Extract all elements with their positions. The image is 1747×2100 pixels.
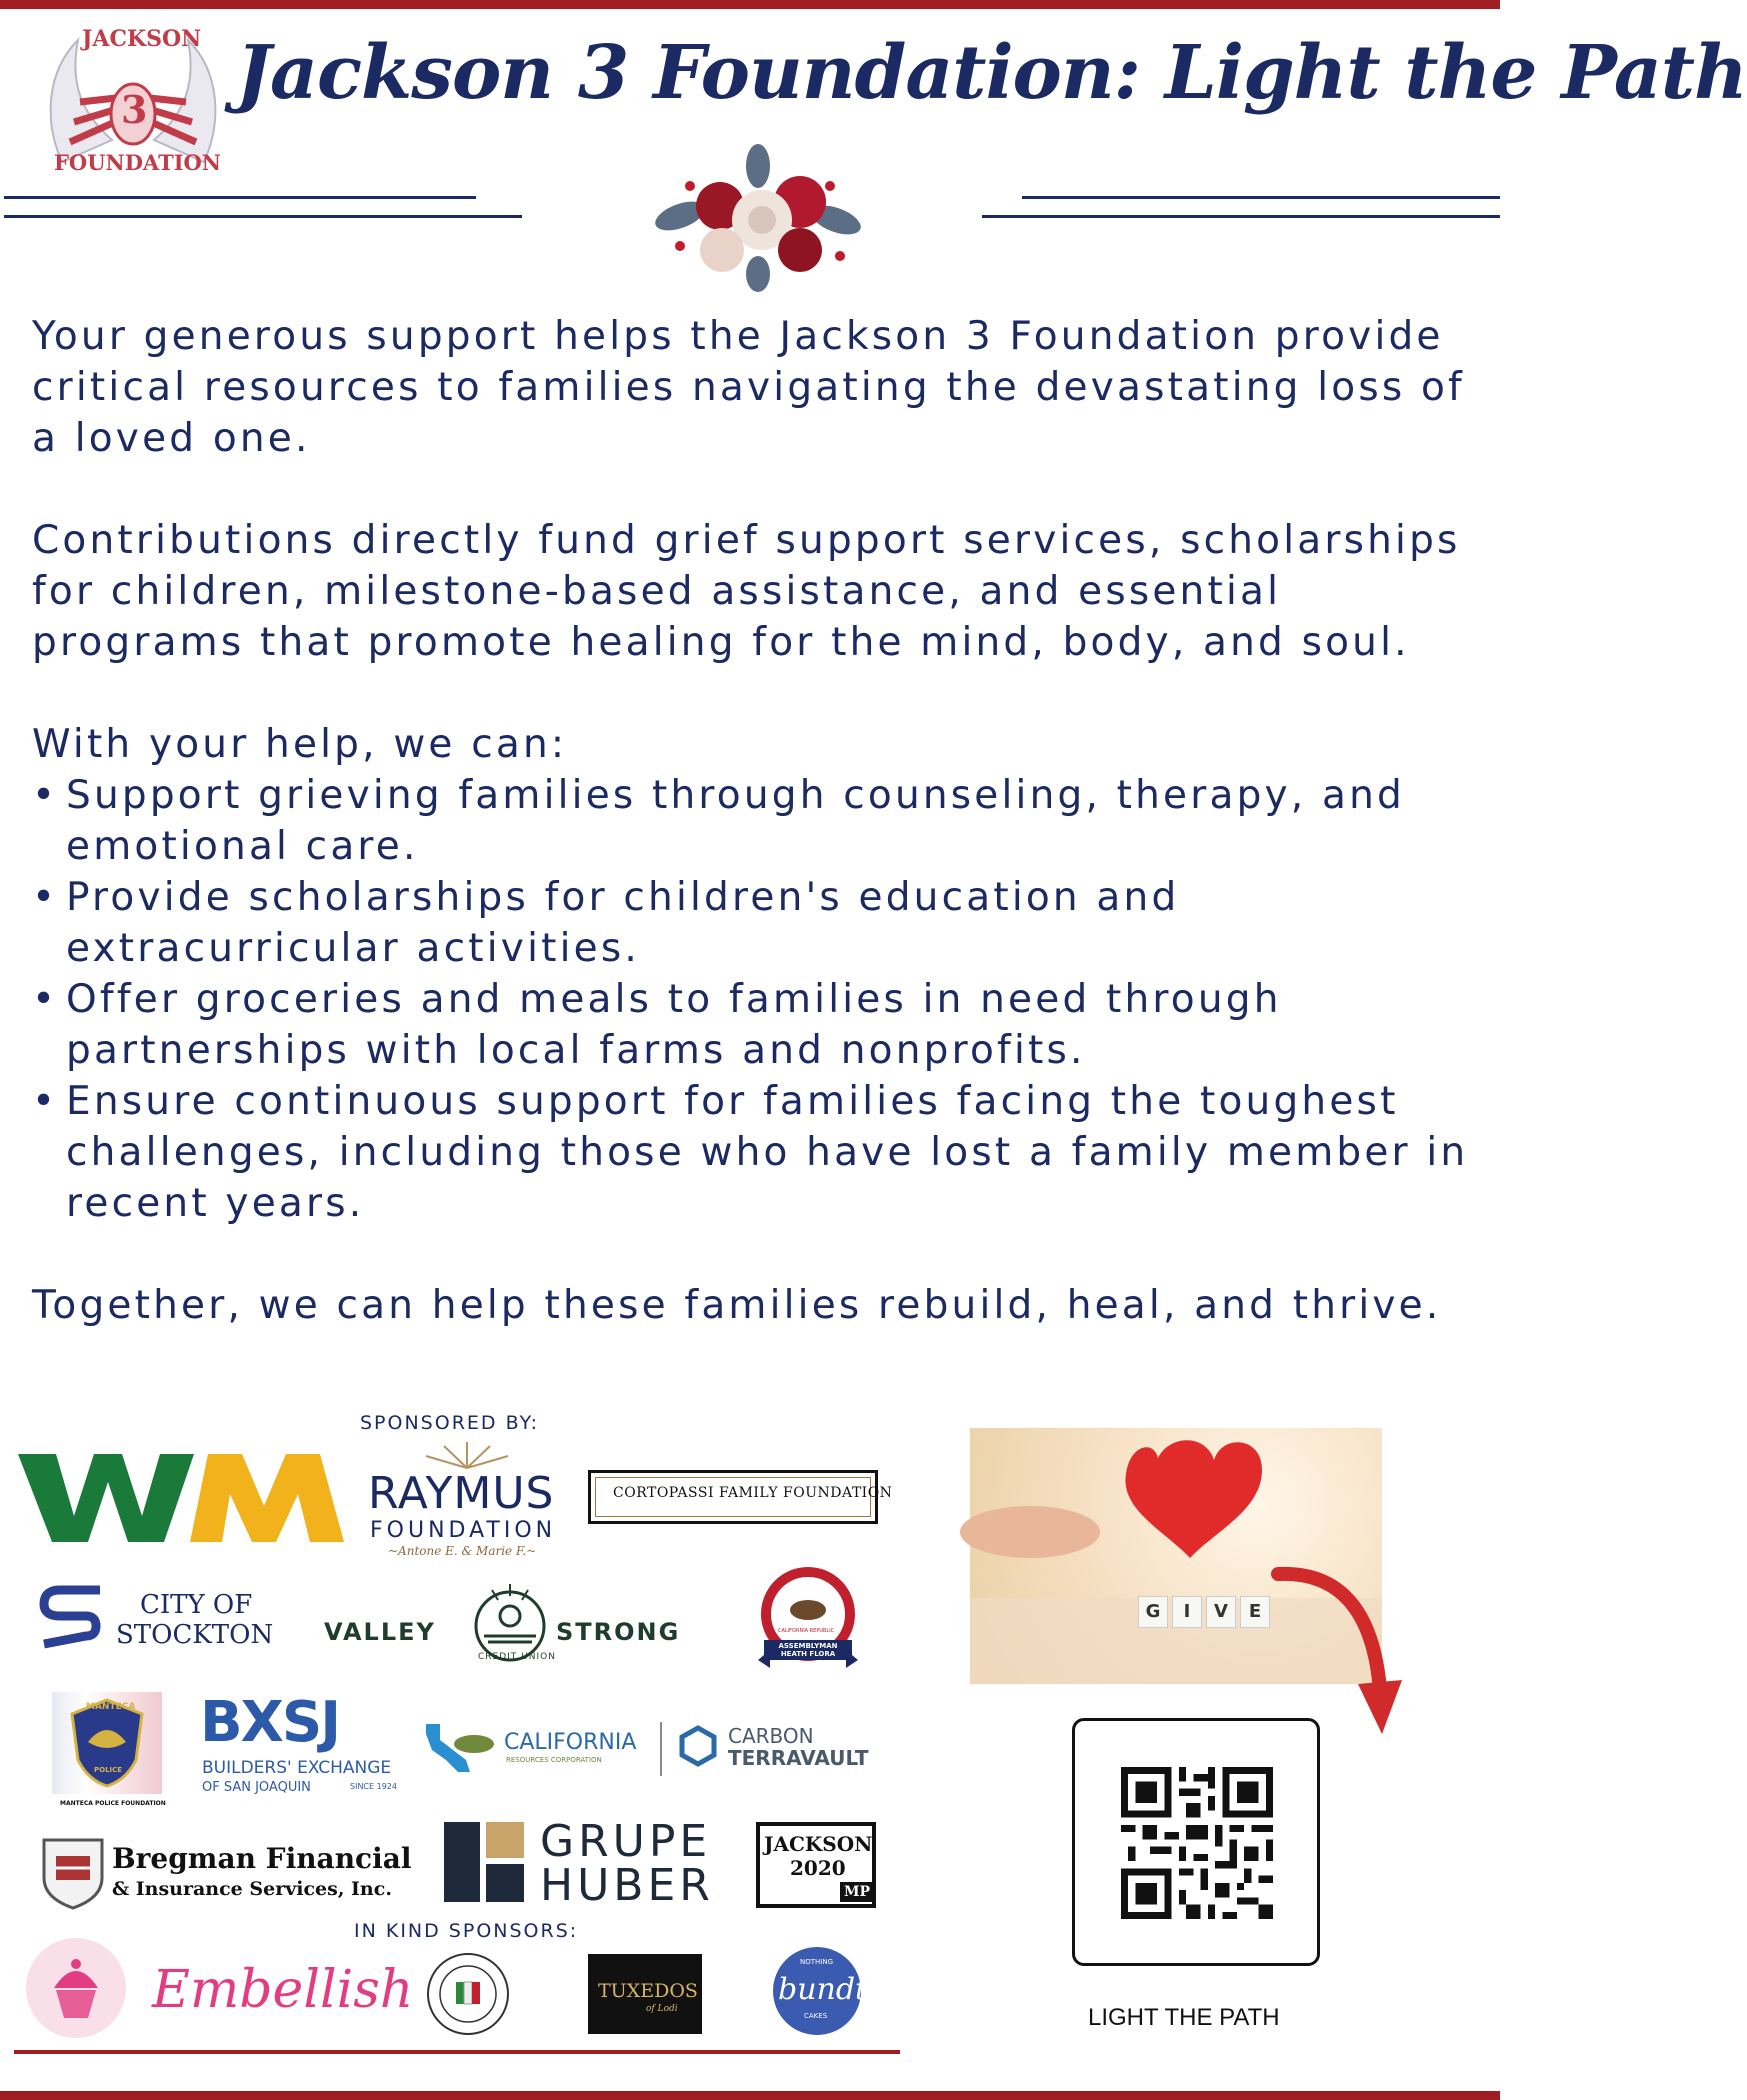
spacer: [32, 464, 1472, 515]
stockton-s-icon: [40, 1584, 108, 1650]
qr-caption: LIGHT THE PATH: [1088, 2004, 1280, 2031]
spacer: [32, 1229, 1472, 1280]
california-resources-logo: [422, 1720, 652, 1776]
strong-text: STRONG: [556, 1618, 681, 1646]
flora-banner-text: ASSEMBLYMAN HEATH FLORA: [778, 1642, 838, 1658]
valley-strong-logo: [322, 1576, 706, 1668]
logo-bottom-text: FOUNDATION: [54, 150, 222, 175]
italian-society-logo: [426, 1952, 510, 2036]
list-item: • Offer groceries and meals to families in need through partnerships with local farms and nonprofits.: [32, 974, 1472, 1076]
header-rule-left-1: [4, 196, 476, 199]
manteca-foundation-text: MANTECA POLICE FOUNDATION: [60, 1800, 166, 1807]
closing-paragraph: Together, we can help these families rebuild, heal, and thrive.: [32, 1283, 1442, 1328]
city-of-stockton-logo: [40, 1584, 290, 1654]
bundt-top: NOTHING: [800, 1958, 834, 1966]
stockton-line2: STOCKTON: [116, 1620, 274, 1650]
help-list: [32, 770, 1472, 1229]
contributions-paragraph: Contributions directly fund grief support services, scholarships for children, milestone-based assistance, and essential programs that promote healing for the mind, body, and soul.: [32, 518, 1461, 665]
carbon-terravault-logo: [676, 1724, 886, 1774]
bxsj-line2: OF SAN JOAQUIN: [202, 1780, 311, 1795]
tuxedos-of-lodi-logo: [588, 1954, 702, 2034]
crc-sub: RESOURCES CORPORATION: [506, 1756, 602, 1764]
give-tile: I: [1172, 1596, 1202, 1628]
give-tiles: [1138, 1596, 1270, 1628]
manteca-police-foundation-logo: [52, 1692, 166, 1812]
crc-name: CALIFORNIA: [504, 1730, 637, 1755]
raymus-tagline: ~Antone E. & Marie F.~: [388, 1544, 537, 1558]
main-body: [32, 311, 1472, 1331]
credit-union-text: CREDIT UNION: [478, 1652, 556, 1662]
stockton-line1: CITY OF: [140, 1590, 253, 1620]
bxsj-line1: BUILDERS' EXCHANGE: [202, 1758, 392, 1778]
bundt-main: bundt: [778, 1972, 868, 2007]
sponsor-section-rule: [14, 2050, 900, 2054]
grupe-huber-mark-icon: [442, 1820, 528, 1906]
logo-divider: [660, 1722, 662, 1776]
jackson2020-year: 2020: [790, 1856, 846, 1880]
huber-text: HUBER: [540, 1860, 714, 1911]
bregman-name: Bregman Financial: [112, 1842, 412, 1875]
list-item: • Ensure continuous support for families facing the toughest challenges, including those who have lost a family member in recent years.: [32, 1076, 1472, 1229]
header-rule-left-2: [4, 215, 522, 218]
wm-logo: [18, 1450, 346, 1546]
jackson-2020-logo: [756, 1822, 876, 1908]
spacer: [32, 668, 1472, 719]
cortopassi-text: CORTOPASSI FAMILY FOUNDATION: [613, 1485, 893, 1501]
intro-paragraph: Your generous support helps the Jackson 3 Foundation provide critical resources to families navigating the devastating loss of a loved one.: [32, 314, 1465, 461]
foundation-logo: [40, 22, 226, 182]
jackson2020-mp: MP: [840, 1882, 874, 1902]
tuxedos-text: TUXEDOS: [598, 1980, 698, 2002]
cortopassi-logo: [588, 1470, 893, 1524]
jackson2020-name: JACKSON: [764, 1832, 873, 1856]
give-tile: E: [1240, 1596, 1270, 1628]
bregman-sub: & Insurance Services, Inc.: [112, 1878, 392, 1900]
header-rule-right-2: [982, 215, 1500, 218]
california-map-icon: [422, 1720, 502, 1776]
flora-republic-text: CALIFORNIA REPUBLIC: [778, 1628, 835, 1634]
raymus-foundation-logo: [364, 1440, 570, 1566]
raymus-foundation-text: FOUNDATION: [370, 1518, 557, 1543]
manteca-text: MANTECA: [86, 1702, 136, 1712]
logo-number: 3: [121, 87, 148, 132]
tuxedos-sub: of Lodi: [646, 2004, 678, 2014]
grupe-text: GRUPE: [540, 1816, 712, 1867]
top-border: [0, 0, 1500, 9]
cupcake-logo: [24, 1936, 128, 2040]
valley-text: VALLEY: [324, 1618, 436, 1646]
sponsored-by-label: SPONSORED BY:: [360, 1412, 540, 1434]
nothing-bundt-cakes-logo: [772, 1946, 868, 2036]
header-rule-right-1: [1022, 196, 1500, 199]
bregman-financial-logo: [40, 1836, 410, 1910]
assemblyman-heath-flora-logo: [748, 1564, 868, 1676]
page-title: Jackson 3 Foundation: Light the Path: [236, 30, 1747, 116]
bxsj-mark: BXSJ: [200, 1690, 340, 1755]
cupcake-icon: [24, 1936, 128, 2040]
police-text: POLICE: [94, 1766, 123, 1774]
give-tile: V: [1206, 1596, 1236, 1628]
bxsj-since: SINCE 1924: [350, 1782, 397, 1791]
carbon-text: CARBON: [728, 1724, 814, 1748]
list-item: • Provide scholarships for children's education and extracurricular activities.: [32, 872, 1472, 974]
logo-top-text: JACKSON: [82, 26, 202, 52]
society-seal-icon: [426, 1952, 510, 2036]
help-intro: With your help, we can:: [32, 722, 568, 767]
crest-icon: [40, 1836, 106, 1910]
give-tile: G: [1138, 1596, 1168, 1628]
sunburst-icon: [364, 1440, 570, 1470]
qr-code-card[interactable]: [1072, 1718, 1320, 1966]
qr-code-icon: [1121, 1767, 1273, 1919]
bundt-bottom: CAKES: [804, 2012, 828, 2020]
terravault-text: TERRAVAULT: [728, 1746, 869, 1770]
raymus-name: RAYMUS: [368, 1468, 555, 1519]
floral-bouquet-image: [650, 146, 866, 292]
bottom-border: [0, 2091, 1500, 2100]
hexagon-icon: [676, 1724, 720, 1768]
list-item: • Support grieving families through counseling, therapy, and emotional care.: [32, 770, 1472, 872]
embellish-logo: Embellish: [152, 1960, 414, 2020]
in-kind-sponsors-label: IN KIND SPONSORS:: [354, 1920, 579, 1942]
bxsj-logo: [200, 1690, 406, 1804]
grupe-huber-logo: [442, 1816, 720, 1911]
